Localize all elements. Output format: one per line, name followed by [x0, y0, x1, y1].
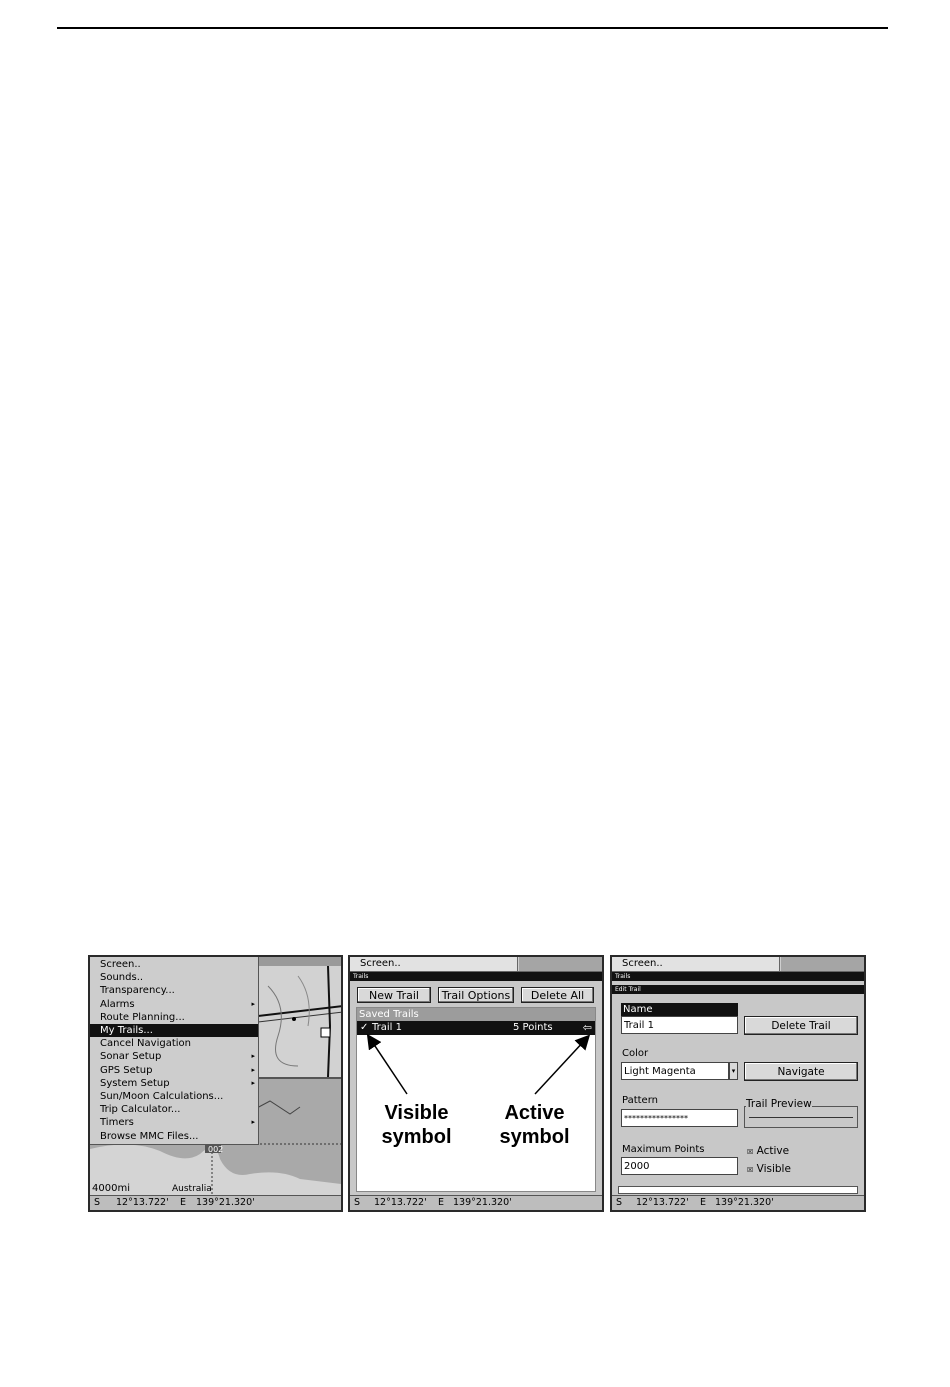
pattern-label: Pattern: [622, 1095, 658, 1106]
visible-symbol-callout: Visible symbol: [381, 1102, 452, 1148]
trail-point-count: 5 Points: [513, 1022, 553, 1033]
latitude-readout: 12°13.722': [374, 1197, 427, 1208]
map-roads-graphic: [258, 966, 343, 1077]
trail-preview-label: Trail Preview: [746, 1098, 812, 1110]
menu-item[interactable]: [90, 984, 258, 997]
max-points-field[interactable]: 2000: [621, 1157, 738, 1175]
trail-options-button[interactable]: Trail Options: [438, 987, 514, 1003]
delete-all-button[interactable]: Delete All: [521, 987, 594, 1003]
menu-item[interactable]: [90, 1037, 258, 1050]
pattern-field[interactable]: ****************: [621, 1109, 738, 1127]
saved-trails-list: [356, 1007, 596, 1192]
menu-item-label: My Trails...: [100, 1025, 153, 1036]
menu-item[interactable]: [90, 1050, 258, 1063]
submenu-arrow-icon: ▸: [251, 1078, 255, 1087]
dialog-title: Trails: [612, 972, 864, 981]
menu-item-label: Transparency...: [100, 985, 175, 997]
menu-item-label: Sounds..: [100, 972, 144, 984]
lon-hemisphere: E: [180, 1197, 187, 1208]
menu-item[interactable]: [90, 1103, 258, 1116]
gps-status-bar: [90, 1195, 341, 1210]
map-upper-pane[interactable]: [258, 957, 341, 1077]
menu-item[interactable]: [90, 1024, 258, 1037]
screenshot-trails-list: [348, 955, 604, 1212]
longitude-readout: 139°21.320': [453, 1197, 512, 1208]
new-trail-button[interactable]: New Trail: [357, 987, 431, 1003]
checkbox-checked-icon: ☒: [747, 1166, 754, 1174]
map-marker-label: 002: [208, 1145, 224, 1154]
latitude-readout: 12°13.722': [636, 1197, 689, 1208]
visible-checkbox-label: Visible: [756, 1163, 791, 1175]
lat-hemisphere: S: [94, 1197, 101, 1208]
page-header-rule: [57, 27, 888, 29]
max-points-label: Maximum Points: [622, 1144, 705, 1155]
menu-item-label: Alarms: [100, 998, 135, 1010]
menu-item-label: Sun/Moon Calculations...: [100, 1091, 224, 1102]
trail-preview-line: [749, 1117, 853, 1118]
latitude-readout: 12°13.722': [116, 1197, 169, 1208]
screenshot-edit-trail: [610, 955, 866, 1212]
menu-item[interactable]: [90, 998, 258, 1011]
active-checkbox-label: Active: [756, 1145, 790, 1157]
gps-status-bar: [350, 1195, 602, 1210]
active-checkbox[interactable]: [747, 1145, 789, 1157]
longitude-readout: 139°21.320': [196, 1197, 255, 1208]
delete-trail-button[interactable]: Delete Trail: [744, 1016, 858, 1035]
color-label: Color: [622, 1048, 649, 1059]
menu-item-label: Sonar Setup: [100, 1051, 162, 1063]
visible-check-icon: ✓: [360, 1022, 369, 1033]
submenu-arrow-icon: ▸: [251, 1065, 255, 1074]
menu-item[interactable]: [90, 971, 258, 984]
menu-item-label: Screen..: [100, 959, 141, 970]
dialog-title: Trails: [350, 972, 602, 981]
menu-item-label: System Setup: [100, 1077, 170, 1089]
menu-item[interactable]: [90, 1064, 258, 1077]
trail-preview-box: [744, 1098, 858, 1128]
menu-item-label: Trip Calculator...: [100, 1104, 181, 1116]
main-menu: [90, 957, 259, 1145]
longitude-readout: 139°21.320': [715, 1197, 774, 1208]
menu-item[interactable]: [90, 1116, 258, 1129]
name-field[interactable]: Trail 1: [621, 1016, 738, 1034]
submenu-arrow-icon: ▸: [251, 999, 255, 1008]
menu-item[interactable]: [90, 1090, 258, 1103]
visible-checkbox[interactable]: [747, 1163, 791, 1175]
saved-trails-header: Saved Trails: [357, 1008, 595, 1021]
dialog-subtitle: Edit Trail: [612, 985, 864, 994]
color-select[interactable]: Light Magenta: [621, 1062, 729, 1080]
screen-tab-bar: [350, 957, 602, 972]
screenshot-main-menu: [88, 955, 343, 1212]
lat-hemisphere: S: [616, 1197, 623, 1208]
scroll-track[interactable]: [618, 1186, 858, 1194]
lat-hemisphere: S: [354, 1197, 361, 1208]
tab-screen[interactable]: Screen..: [612, 957, 780, 971]
active-arrow-icon: ⇦: [582, 1021, 592, 1034]
menu-item-label: Route Planning...: [100, 1011, 185, 1023]
name-label: Name: [621, 1003, 738, 1016]
menu-item[interactable]: [90, 958, 258, 971]
active-symbol-callout: Active symbol: [499, 1102, 570, 1148]
menu-item-label: Browse MMC Files...: [100, 1130, 199, 1142]
menu-item[interactable]: [90, 1077, 258, 1090]
menu-item[interactable]: [90, 1011, 258, 1024]
submenu-arrow-icon: ▸: [251, 1118, 255, 1127]
map-scale-label: 4000mi: [92, 1183, 130, 1194]
menu-item-label: Cancel Navigation: [100, 1038, 191, 1050]
tab-screen[interactable]: Screen..: [350, 957, 518, 971]
map-place-label: Australia: [172, 1184, 212, 1194]
menu-item-label: Timers: [100, 1117, 134, 1129]
submenu-arrow-icon: ▸: [251, 1052, 255, 1061]
menu-item[interactable]: [90, 1130, 258, 1143]
screen-tab-bar: [612, 957, 864, 972]
menu-item-label: GPS Setup: [100, 1064, 153, 1076]
trail-name: Trail 1: [372, 1022, 402, 1033]
dropdown-arrow-icon[interactable]: ▾: [729, 1062, 738, 1080]
lon-hemisphere: E: [438, 1197, 445, 1208]
lon-hemisphere: E: [700, 1197, 707, 1208]
checkbox-checked-icon: ☒: [747, 1148, 754, 1156]
gps-status-bar: [612, 1195, 864, 1210]
navigate-button[interactable]: Navigate: [744, 1062, 858, 1081]
